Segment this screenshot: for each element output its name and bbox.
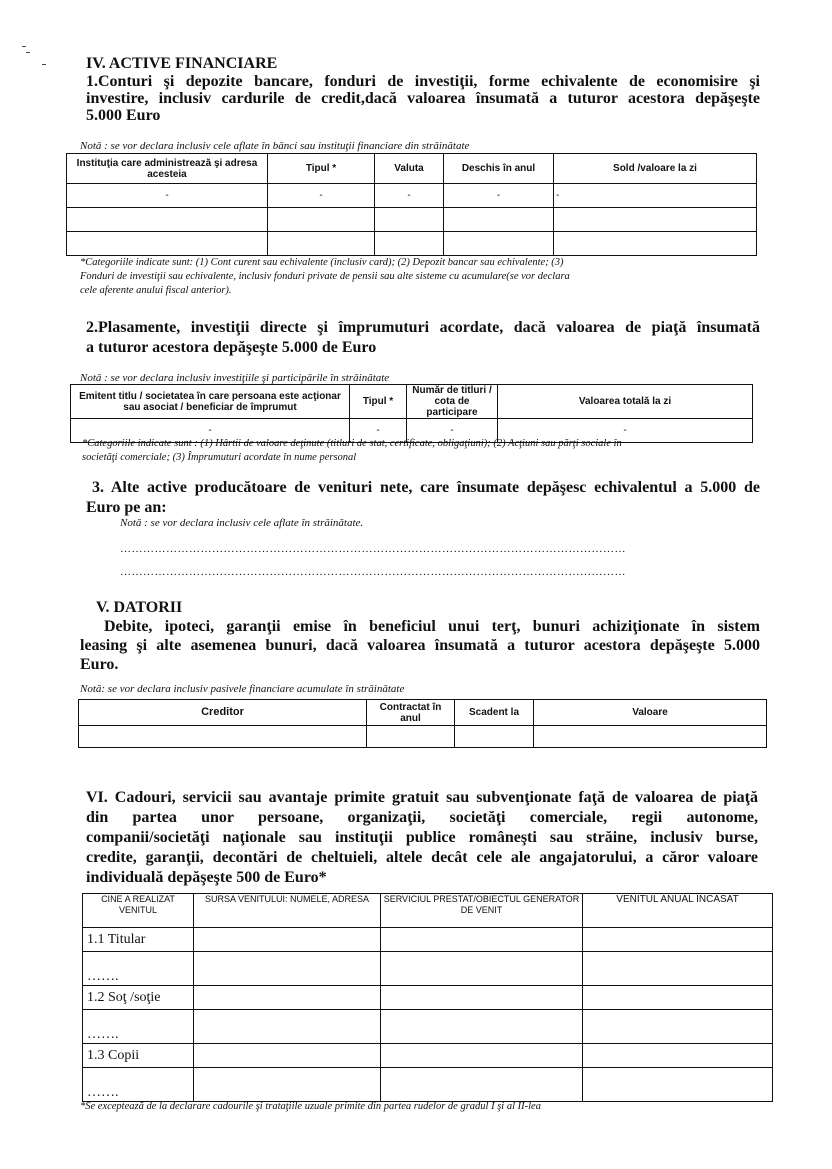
s3-heading-line: Euro pe an:: [86, 499, 167, 516]
s6-text-line: VI. Cadouri, servicii sau avantaje primite gratuit sau subvenţionate faţă de valoarea de piaţă: [86, 789, 758, 806]
table-row: [83, 1010, 773, 1044]
table-header: SURSA VENITULUI: NUMELE, ADRESA: [194, 894, 381, 928]
table-header: Valoare: [534, 700, 767, 726]
s1-footnote-line: Fonduri de investiţii sau echivalente, inclusiv fonduri private de pensii sau alte sisteme cu acumulare(se vor declara: [80, 271, 570, 282]
table-header: Valuta: [375, 154, 444, 184]
margin-mark: [42, 64, 46, 65]
table-cell: 1.3 Copii: [83, 1044, 194, 1068]
table-row: [83, 952, 773, 986]
s2-footnote-line: *Categoriile indicate sunt : (1) Hârtii de valoare deţinute (titluri de stat, certificate, obligaţiuni); (2) Acţiuni sau părţi sociale în: [82, 438, 622, 449]
s1-footnote-line: *Categoriile indicate sunt: (1) Cont curent sau echivalente (inclusiv card); (2) Depozit bancar sau echivalente; (3): [80, 257, 564, 268]
s5-note: Notă: se vor declara inclusiv pasivele financiare acumulate în străinătate: [80, 683, 405, 695]
table-header: CINE A REALIZAT VENITUL: [83, 894, 194, 928]
s5-text-line: Debite, ipoteci, garanţii emise în beneficiul unui terţ, bunuri achiziţionate în sistem: [104, 618, 760, 635]
table-header: Deschis în anul: [444, 154, 554, 184]
table-header: Contractat în anul: [367, 700, 455, 726]
s6-text-line: individuală depăşeşte 500 de Euro*: [86, 869, 327, 886]
s5-text-line: leasing şi alte asemenea bunuri, dacă valoarea însumată a tuturor acestora depăşeşte 5.000: [80, 637, 760, 654]
s3-heading-line: 3. Alte active producătoare de venituri nete, care însumate depăşesc echivalentul a 5.000 de: [92, 479, 760, 496]
table-header: Tipul *: [268, 154, 375, 184]
s5-text-line: Euro.: [80, 656, 119, 673]
table-cell: -: [498, 419, 753, 443]
s1-heading-line: 5.000 Euro: [86, 107, 161, 124]
table-header: Tipul *: [350, 385, 407, 419]
investments-table: [70, 384, 753, 443]
table-cell: …….: [83, 1010, 194, 1044]
table-header: Sold /valoare la zi: [554, 154, 757, 184]
section-v-title: V. DATORII: [96, 599, 183, 616]
table-row: [83, 1044, 773, 1068]
table-row: [83, 928, 773, 952]
table-cell: -: [444, 184, 554, 208]
table-cell: -: [350, 419, 407, 443]
s1-footnote-line: cele aferente anului fiscal anterior).: [80, 285, 232, 296]
gifts-table: [82, 893, 773, 1102]
dotted-line: ……………………………………………………………………………………………………………………: [120, 566, 626, 578]
table-header: Emitent titlu / societatea în care persoana este acţionar sau asociat / beneficiar de împrumut: [71, 385, 350, 419]
table-header: Scadent la: [455, 700, 534, 726]
s2-note: Notă : se vor declara inclusiv investiţiile şi participările în străinătate: [80, 372, 390, 384]
table-row: [79, 726, 767, 748]
s2-heading-line: a tuturor acestora depăşeşte 5.000 de Euro: [86, 339, 377, 356]
table-cell: -: [407, 419, 498, 443]
section-iv-title: IV. ACTIVE FINANCIARE: [86, 55, 278, 72]
s6-text-line: companii/societăţi naţionale sau instituţii publice româneşti sau străine, inclusiv burse,: [86, 829, 758, 846]
table-header: Creditor: [79, 700, 367, 726]
table-cell: -: [268, 184, 375, 208]
table-cell: …….: [83, 952, 194, 986]
table-header: VENITUL ANUAL ÎNCASAT: [583, 894, 773, 928]
debts-table: [78, 699, 767, 748]
table-cell: -: [375, 184, 444, 208]
dotted-line: ……………………………………………………………………………………………………………………: [120, 543, 626, 555]
table-cell: -: [71, 419, 350, 443]
table-header: SERVICIUL PRESTAT/OBIECTUL GENERATOR DE VENIT: [381, 894, 583, 928]
table-row: [67, 208, 757, 232]
s2-footnote-line: societăţi comerciale; (3) Împrumuturi acordate în nume personal: [82, 452, 357, 463]
table-cell: 1.1 Titular: [83, 928, 194, 952]
s1-heading-line: 1.Conturi şi depozite bancare, fonduri de investiţii, forme echivalente de economisire şi: [86, 73, 760, 90]
s6-text-line: credite, garanţii, decontări de cheltuieli, altele decât cele ale angajatorului, a căror valoare: [86, 849, 758, 866]
table-header: Valoarea totală la zi: [498, 385, 753, 419]
table-header: Număr de titluri / cota de participare: [407, 385, 498, 419]
table-header: Instituţia care administrează şi adresa acesteia: [67, 154, 268, 184]
margin-mark: [26, 52, 30, 53]
table-cell: …….: [83, 1068, 194, 1102]
s1-note: Notă : se vor declara inclusiv cele aflate în bănci sau instituţii financiare din străinătate: [80, 140, 470, 152]
s3-note: Notă : se vor declara inclusiv cele aflate în străinătate.: [120, 517, 364, 529]
table-row: [67, 184, 757, 208]
table-row: [67, 232, 757, 256]
s2-heading-line: 2.Plasamente, investiţii directe şi împrumuturi acordate, dacă valoarea de piaţă însumată: [86, 319, 760, 336]
margin-mark: [22, 46, 26, 47]
s6-text-line: din partea unor persoane, organizaţii, societăţi comerciale, regii autonome,: [86, 809, 758, 826]
table-cell: -: [554, 184, 757, 208]
table-row: [83, 986, 773, 1010]
table-cell: -: [67, 184, 268, 208]
table-row: [83, 1068, 773, 1102]
s1-heading-line: investire, inclusiv cardurile de credit,dacă valoarea însumată a tuturor acestora depăşeşte: [86, 90, 760, 107]
table-cell: 1.2 Soţ /soţie: [83, 986, 194, 1010]
bank-accounts-table: [66, 153, 757, 256]
s6-footnote: *Se exceptează de la declarare cadourile şi trataţiile uzuale primite din partea rudelor de gradul I şi al II-lea: [80, 1101, 541, 1112]
